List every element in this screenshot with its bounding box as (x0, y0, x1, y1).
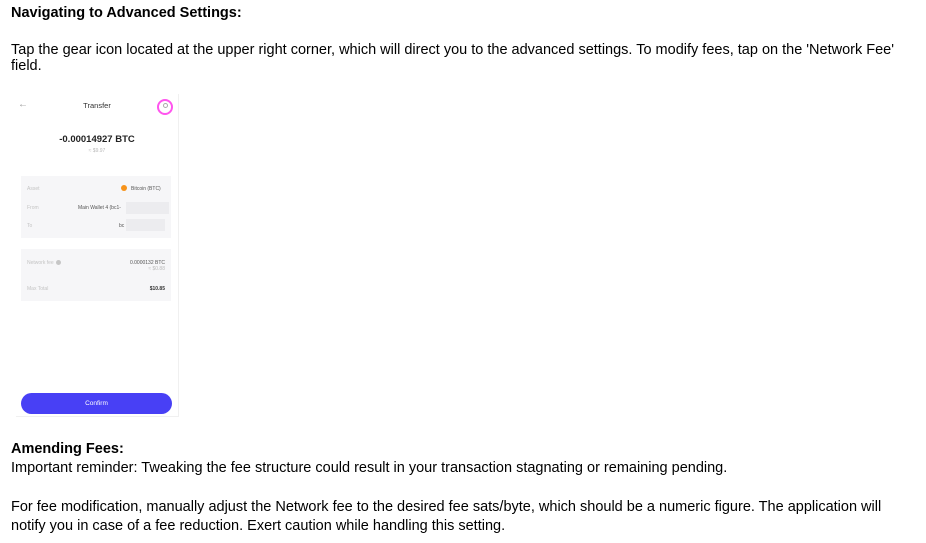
info-icon (56, 260, 61, 265)
confirm-button[interactable]: Confirm (21, 393, 172, 414)
transfer-title: Transfer (83, 101, 111, 110)
network-fee-value[interactable]: 0.0000132 BTC (129, 260, 165, 266)
back-arrow-icon[interactable]: ← (18, 99, 28, 110)
asset-value: Bitcoin (BTC) (131, 186, 161, 192)
network-fee-label (27, 260, 61, 266)
bitcoin-icon (121, 185, 127, 191)
from-value: Main Wallet 4 (bc1- (78, 205, 121, 211)
section-heading-advanced-settings: Navigating to Advanced Settings: (11, 5, 242, 21)
transfer-details-card (21, 176, 171, 238)
max-total-label: Max Total (27, 286, 49, 292)
section-heading-amending-fees: Amending Fees: (11, 441, 124, 457)
to-value: bc (119, 223, 125, 229)
transfer-amount: -0.00014927 BTC (59, 134, 135, 145)
max-total-value: $10.85 (149, 286, 165, 292)
to-label: To (27, 223, 33, 229)
network-fee-label-text: Network fee (27, 260, 54, 266)
transfer-amount-usd: ≈ $9.97 (88, 148, 106, 154)
reminder-paragraph: Important reminder: Tweaking the fee structure could result in your transaction stagnating or remaining pending. (11, 460, 728, 476)
from-address-field[interactable] (126, 202, 169, 214)
fee-card[interactable] (21, 249, 171, 301)
gear-icon[interactable] (163, 103, 168, 108)
fee-modification-paragraph: For fee modification, manually adjust the Network fee to the desired fee sats/byte, which should be a numeric figure. The application will notify you in case of a fee reduction. Exert caution while handling this setting. (11, 499, 882, 534)
from-label: From (27, 205, 39, 211)
asset-label: Asset (27, 186, 40, 192)
network-fee-usd: ≈ $0.88 (148, 266, 165, 272)
instruction-paragraph: Tap the gear icon located at the upper right corner, which will direct you to the advanced settings. To modify fees, tap on the 'Network Fee' field. (11, 42, 895, 74)
to-address-field[interactable] (126, 219, 165, 231)
transfer-screenshot (16, 94, 179, 417)
